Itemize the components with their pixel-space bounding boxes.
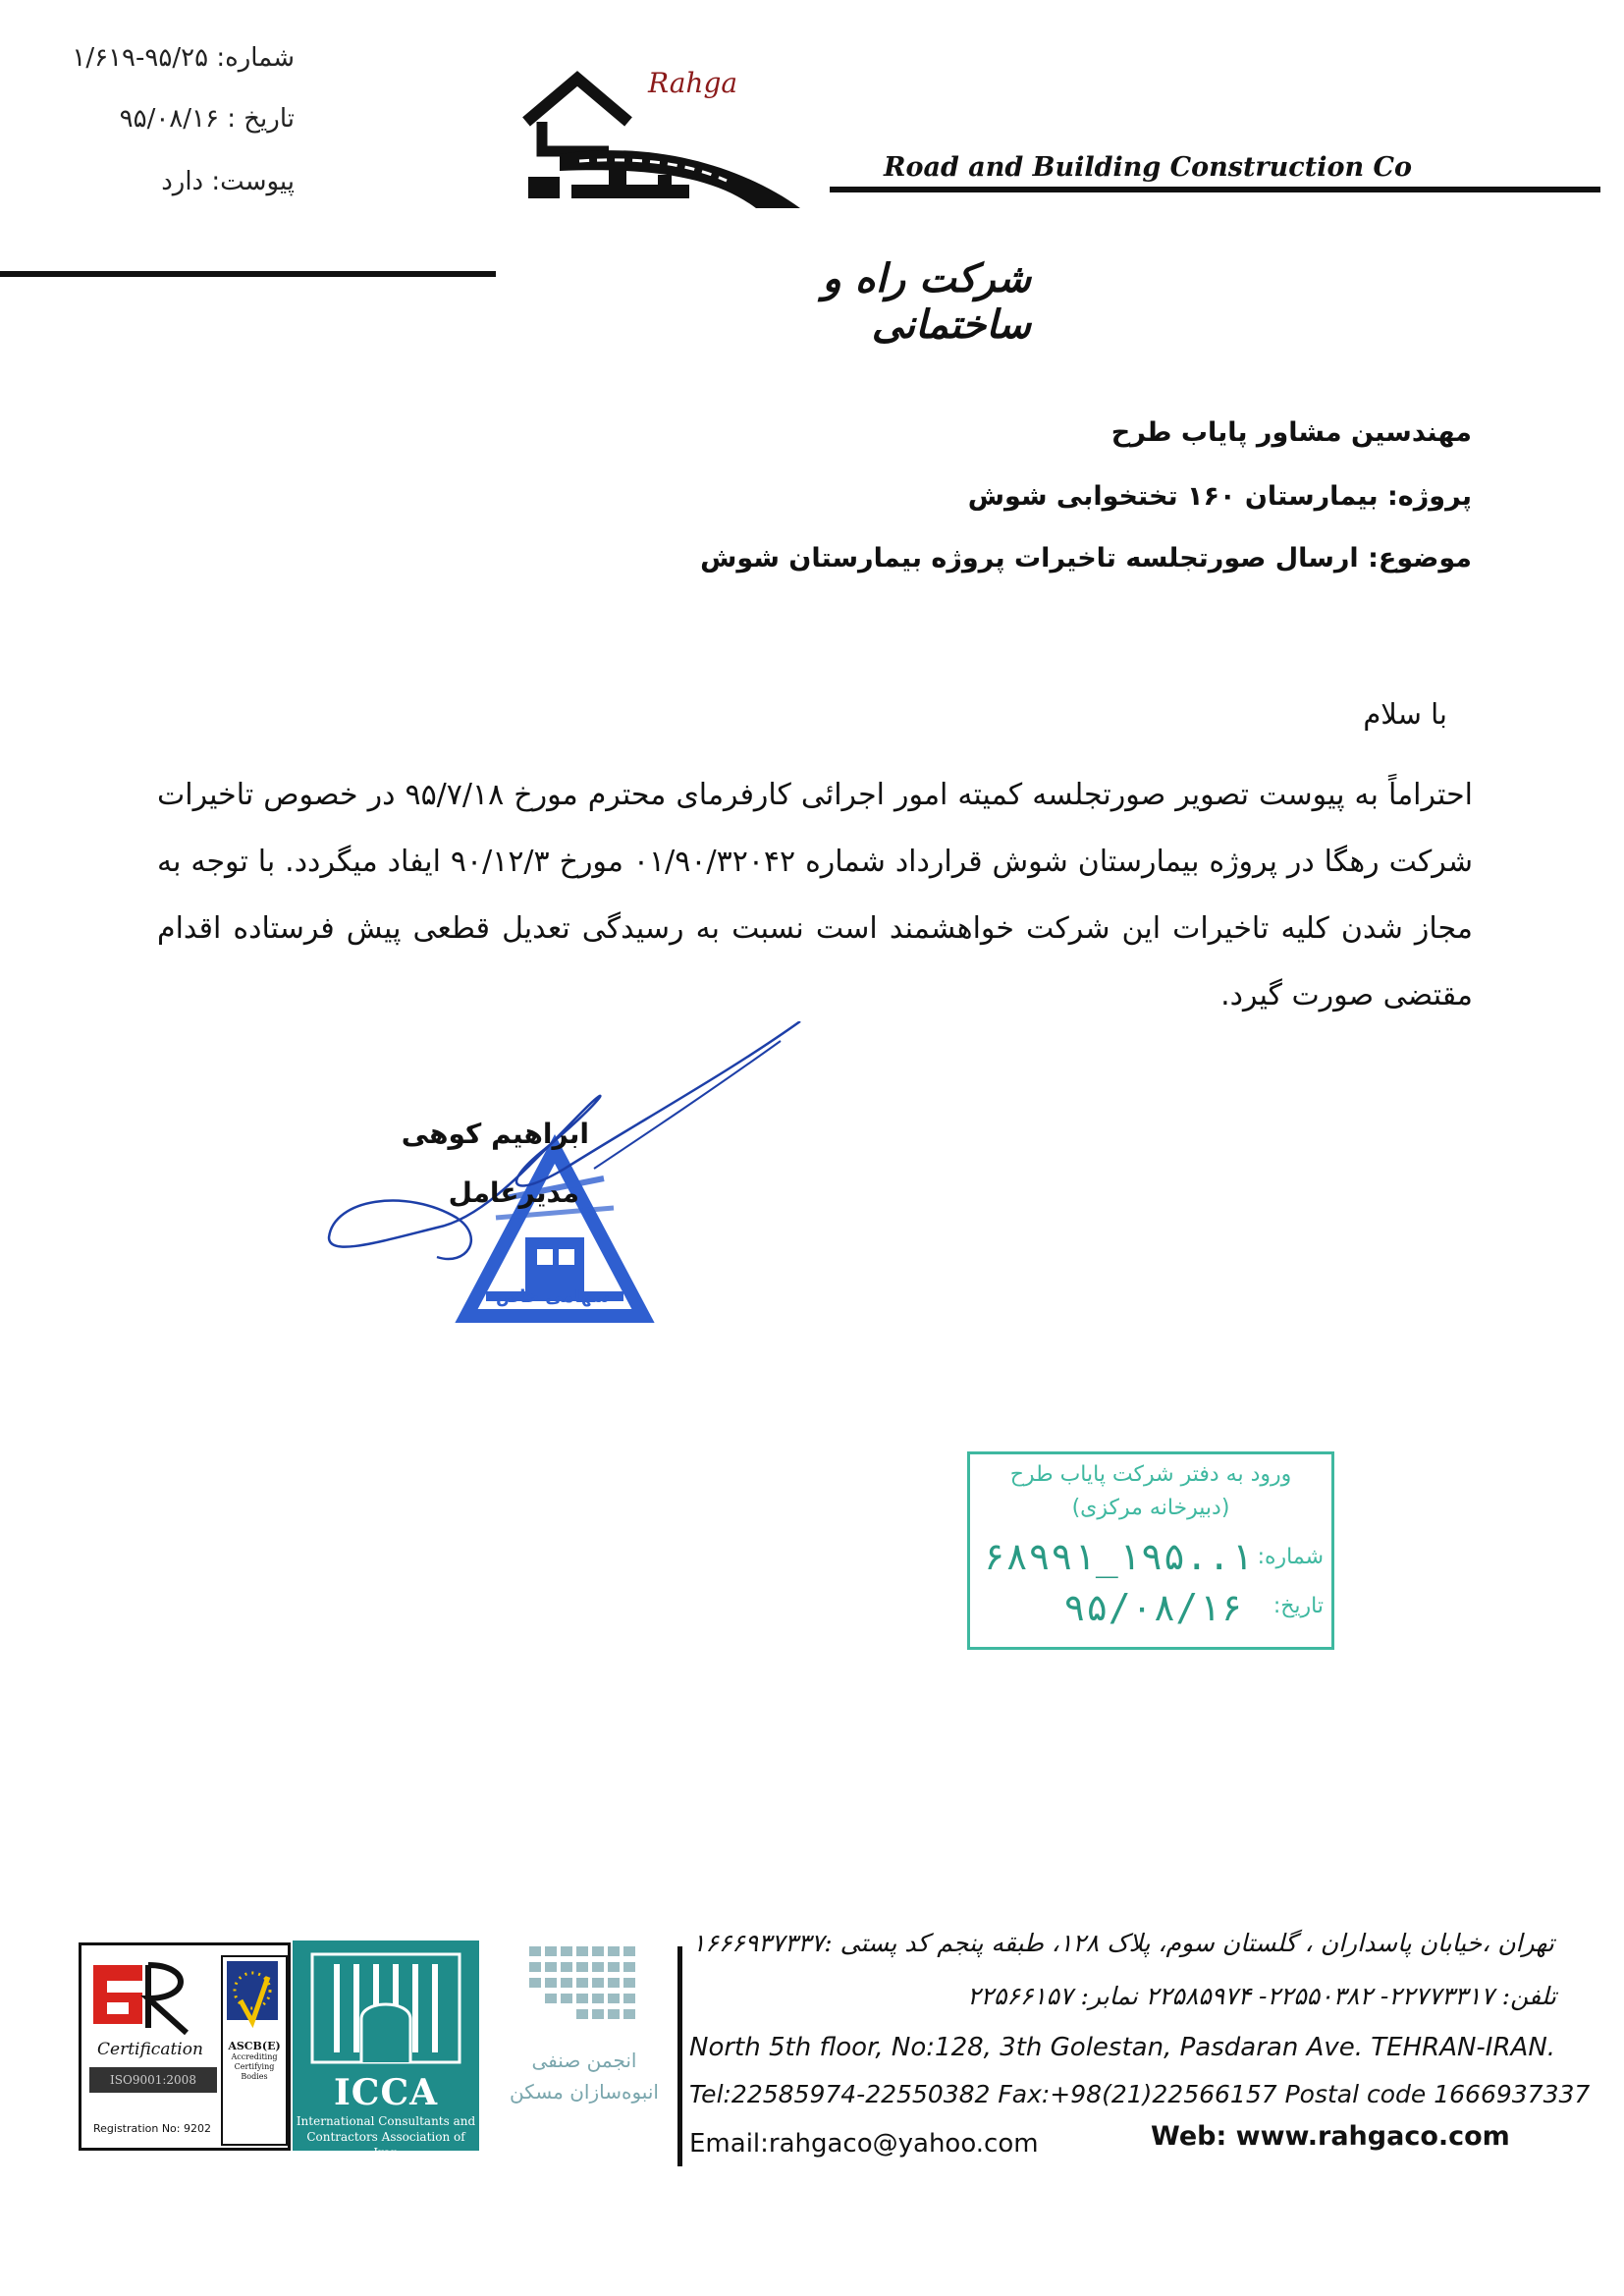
subject-value: ارسال صورتجلسه تاخیرات پروژه بیمارستان شوش xyxy=(700,543,1359,574)
company-name-en: Road and Building Construction Co xyxy=(884,152,1412,183)
recipient-name: مهندسین مشاور پایاب طرح xyxy=(1110,417,1472,448)
letter-number-label: شماره: xyxy=(216,43,295,73)
stamp-number-label: شماره: xyxy=(1257,1545,1324,1569)
footer-phone-fa: تلفن: ۲۲۷۷۳۳۱۷- ۲۲۵۵۰۳۸۲- ۲۲۵۸۵۹۷۴ نمابر: ۲۲۵۶۶۱۵۷ xyxy=(967,1982,1556,2010)
letter-attachment-label: پیوست: xyxy=(211,167,295,196)
header-left-rule xyxy=(0,271,496,277)
letter-number xyxy=(59,43,295,73)
subject-line xyxy=(700,543,1472,574)
stamp-number-value: ۱..۱۹۵_۶۸۹۹۱ xyxy=(983,1535,1253,1578)
ascb-logo xyxy=(221,1955,288,2146)
received-stamp xyxy=(967,1451,1334,1650)
footer-divider xyxy=(677,1946,682,2166)
signer-name: ابراهیم کوهی xyxy=(401,1118,589,1150)
stamp-title: ورود به دفتر شرکت پایاب طرح xyxy=(1009,1462,1292,1487)
footer-tel-en: Tel:22585974-22550382 Fax:+98(21)22566157 Postal code 1666937337 xyxy=(689,2080,1591,2108)
company-name-fa: شرکت راه و ساختمانی xyxy=(822,255,1031,348)
letter-date xyxy=(59,104,295,134)
footer-address-en: North 5th floor, No:128, 3th Golestan, Pasdaran Ave. TEHRAN-IRAN. xyxy=(689,2033,1556,2062)
stamp-date-label: تاریخ: xyxy=(1272,1594,1324,1618)
housing-association-logo xyxy=(496,1942,673,2129)
association-name-line1: انجمن صنفی xyxy=(531,2049,637,2072)
letter-attachment-value: دارد xyxy=(161,167,204,196)
association-name-line2: انبوه‌سازان مسکن xyxy=(510,2080,659,2104)
signer-title: مدیرعامل xyxy=(448,1176,579,1209)
seal-caption: سهامی خاص xyxy=(496,1286,610,1307)
cert-registration: Registration No: 9202 xyxy=(93,2122,211,2135)
footer-email[interactable]: Email:rahgaco@yahoo.com xyxy=(689,2129,1039,2159)
icca-logo xyxy=(293,1941,479,2159)
signature-area xyxy=(319,1021,810,1326)
letter-body-paragraph: احتراماً به پیوست تصویر صورتجلسه کمیته امور اجرائی کارفرمای محترم مورخ ۹۵/۷/۱۸ در خصوص تاخیرات شرکت رهگا در پروژه بیمارستان شوش قرارداد شماره ۰۱/۹۰/۳۲۰۴۲ مورخ ۹۰/۱۲/۳ ایفاد میگردد. با توجه به مجاز شدن کلیه تاخیرات این شرکت خواهشمند است نسبت به رسیدگی تعدیل قطعی پیش فرستاده اقدام مقتضی صورت گیرد. xyxy=(157,778,1473,1012)
handwritten-signature-icon xyxy=(319,1021,810,1326)
letter-attachment xyxy=(59,167,295,196)
cert-iso: ISO9001:2008 xyxy=(89,2067,217,2093)
project-value: بیمارستان ۱۶۰ تختخوابی شوش xyxy=(967,481,1379,512)
ascb-text: ASCB(E) xyxy=(228,2040,281,2052)
footer-address-fa: تهران ،خیابان پاسداران ، گلستان سوم، پلاک ۱۲۸، طبقه پنجم کد پستی :۱۶۶۶۹۳۷۳۳۷ xyxy=(692,1929,1554,1957)
brand-latin: Rahga xyxy=(648,67,738,99)
greeting: با سلام xyxy=(1363,697,1447,731)
brand-logo-text xyxy=(530,187,532,188)
cert-label: Certification xyxy=(97,2040,203,2059)
eu-stars-icon xyxy=(223,1957,282,2036)
letter-number-value: ۹۵/۲۵-۱/۶۱۹ xyxy=(72,43,209,73)
project-line xyxy=(968,481,1472,512)
footer-web[interactable]: Web: www.rahgaco.com xyxy=(1151,2121,1510,2152)
icca-text: ICCA xyxy=(333,2072,439,2113)
letter-date-label: تاریخ : xyxy=(227,104,295,134)
building-grid-icon xyxy=(525,1942,643,2041)
project-label: پروژه: xyxy=(1387,481,1472,512)
icca-subtext-1: International Consultants and xyxy=(296,2114,476,2128)
letter-date-value: ۹۵/۰۸/۱۶ xyxy=(119,104,219,134)
stamp-subtitle: (دبیرخانه مرکزی) xyxy=(1071,1496,1230,1520)
certification-logo xyxy=(79,1942,291,2151)
icca-subtext-2: Contractors Association of Iran xyxy=(306,2130,465,2159)
stamp-date-value: ۹۵/۰۸/۱۶ xyxy=(1062,1586,1243,1629)
ascb-subtext: Accrediting Certifying Bodies xyxy=(231,2052,278,2081)
cfr-mark-icon xyxy=(93,1959,201,2038)
header-right-rule xyxy=(830,187,1600,192)
icca-columns-icon xyxy=(293,1941,479,2068)
subject-label: موضوع: xyxy=(1368,543,1472,574)
